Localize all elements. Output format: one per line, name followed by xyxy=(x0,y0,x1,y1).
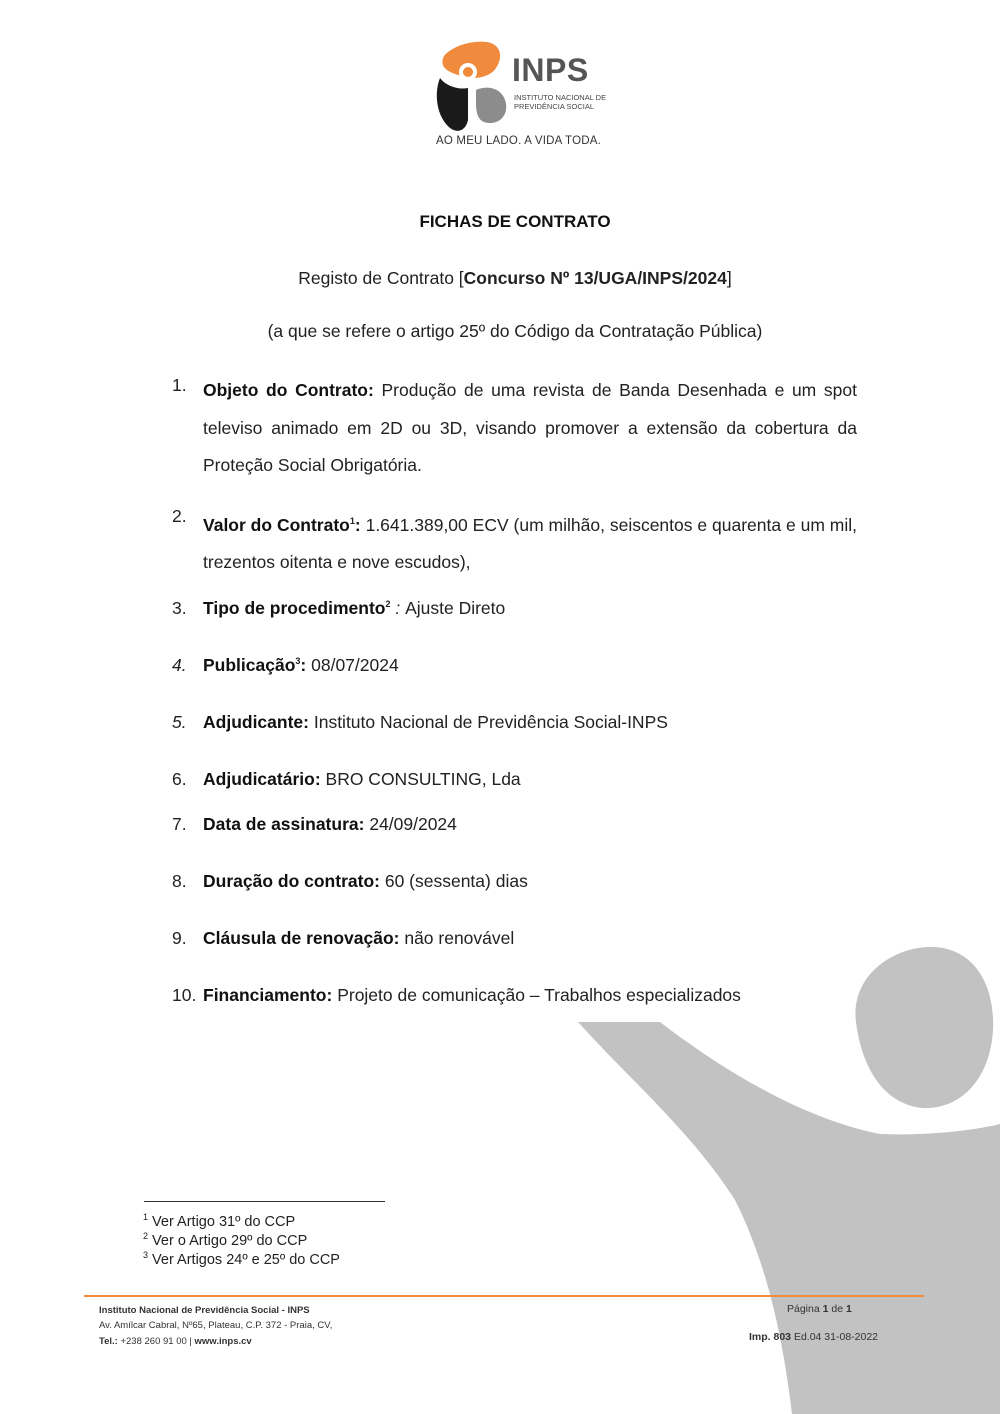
footnote-ref: 3 xyxy=(295,656,301,667)
registo-suffix: ] xyxy=(726,268,732,288)
footnote-number: 3 xyxy=(143,1250,149,1260)
item-number: 3. xyxy=(172,598,187,618)
list-item-financiamento xyxy=(172,985,857,1006)
list-item-adjudicatario xyxy=(172,769,857,790)
footnote-2 xyxy=(143,1231,307,1249)
item-body xyxy=(203,598,857,619)
item-label: Duração do contrato: xyxy=(203,871,380,891)
item-label-end: : xyxy=(300,655,307,675)
item-label: Tipo de procedimento xyxy=(203,598,386,618)
list-item-objeto xyxy=(172,372,857,485)
reference-line: (a que se refere o artigo 25º do Código da Contratação Pública) xyxy=(267,321,763,341)
list-item-tipo xyxy=(172,598,857,619)
list-item-duracao xyxy=(172,871,857,892)
item-value: Instituto Nacional de Previdência Social-INPS xyxy=(308,712,668,732)
item-number: 1. xyxy=(172,375,187,395)
footnote-divider xyxy=(144,1201,385,1202)
footer-org xyxy=(99,1305,310,1316)
footer-address: Av. Amílcar Cabral, Nº65, Plateau, C.P. 372 - Praia, CV, xyxy=(99,1320,333,1331)
item-value: Projeto de comunicação – Trabalhos especializados xyxy=(332,985,741,1005)
page-number: 1 xyxy=(822,1303,829,1315)
item-label: Valor do Contrato xyxy=(203,514,350,535)
list-item-adjudicante xyxy=(172,712,857,733)
item-value: BRO CONSULTING, Lda xyxy=(320,769,521,789)
concurso-number: Concurso Nº 13/UGA/INPS/2024 xyxy=(463,268,727,288)
document-title: FICHAS DE CONTRATO xyxy=(419,212,611,231)
page-total: 1 xyxy=(845,1303,852,1315)
footer-website-link[interactable]: www.inps.cv xyxy=(194,1336,252,1347)
item-value: 08/07/2024 xyxy=(306,655,399,675)
footnote-ref: 2 xyxy=(385,599,391,610)
footer-tel: +238 260 91 00 | xyxy=(117,1336,195,1347)
list-item-renovacao xyxy=(172,928,857,949)
item-value: Produção de uma revista de Banda Desenhada e um spot televiso animado em 2D ou 3D, visando promover a extensão da cobertura da Proteção Social Obrigatória. xyxy=(203,380,857,475)
item-body xyxy=(203,871,857,892)
item-label-end: : xyxy=(354,514,361,535)
list-item-publicacao xyxy=(172,655,857,676)
page-word: Página xyxy=(787,1303,823,1315)
list-item-data-assinatura xyxy=(172,814,857,835)
footnote-text: Ver Artigo 31º do CCP xyxy=(148,1213,296,1230)
page-of: de xyxy=(828,1303,846,1315)
item-value: não renovável xyxy=(399,928,515,948)
item-value: 24/09/2024 xyxy=(364,814,457,834)
item-value: 1.641.389,00 ECV (um milhão, seiscentos e quarenta e um mil, trezentos oitenta e nove escudos), xyxy=(203,514,858,573)
item-label: Objeto do Contrato: xyxy=(203,380,374,400)
inps-logo-icon xyxy=(432,38,508,133)
footer-contact xyxy=(99,1336,252,1347)
item-label: Adjudicante: xyxy=(203,712,309,732)
footer-divider xyxy=(84,1295,924,1297)
item-body xyxy=(203,372,857,485)
item-number: 8. xyxy=(172,871,187,891)
item-value: 60 (sessenta) dias xyxy=(379,871,528,891)
item-label: Adjudicatário: xyxy=(203,769,321,789)
footnote-3 xyxy=(143,1250,340,1268)
item-label-end: : xyxy=(390,598,406,618)
item-label: Data de assinatura: xyxy=(203,814,365,834)
item-value: Ajuste Direto xyxy=(405,598,506,618)
item-body xyxy=(203,712,857,733)
footnote-number: 1 xyxy=(143,1212,149,1222)
imprint-edition: Ed.04 31-08-2022 xyxy=(791,1331,879,1343)
item-number: 5. xyxy=(172,712,187,732)
footer-tel-label: Tel.: xyxy=(99,1336,118,1347)
item-body xyxy=(203,769,857,790)
item-body xyxy=(203,814,857,835)
item-number: 9. xyxy=(172,928,187,948)
item-body xyxy=(203,655,857,676)
list-item-valor xyxy=(172,503,857,582)
footnote-1 xyxy=(143,1212,295,1230)
logo-subtitle: INSTITUTO NACIONAL DE PREVIDÊNCIA SOCIAL xyxy=(514,93,607,111)
footnote-text: Ver Artigos 24º e 25º do CCP xyxy=(148,1251,340,1268)
footnote-text: Ver o Artigo 29º do CCP xyxy=(148,1232,308,1249)
item-number: 4. xyxy=(172,655,187,675)
tagline: AO MEU LADO. A VIDA TODA. xyxy=(436,135,601,147)
footer-org-name: Instituto Nacional de Previdência Social - INPS xyxy=(99,1305,310,1316)
item-number: 6. xyxy=(172,769,187,789)
logo-wordmark: INPS xyxy=(512,52,589,88)
imprint-info xyxy=(749,1331,878,1343)
footnote-ref: 1 xyxy=(349,516,355,526)
item-number: 10. xyxy=(172,985,197,1005)
item-body xyxy=(203,503,857,582)
imprint-label: Imp. 803 xyxy=(749,1331,792,1343)
item-label: Cláusula de renovação: xyxy=(203,928,400,948)
item-body xyxy=(203,985,857,1006)
item-number: 7. xyxy=(172,814,187,834)
item-label: Financiamento: xyxy=(203,985,333,1005)
item-number: 2. xyxy=(172,506,187,526)
item-body xyxy=(203,928,857,949)
registo-prefix: Registo de Contrato [ xyxy=(298,268,464,288)
page-indicator xyxy=(787,1303,852,1315)
footnote-number: 2 xyxy=(143,1231,149,1241)
registo-line xyxy=(0,268,1000,289)
item-label: Publicação xyxy=(203,655,296,675)
